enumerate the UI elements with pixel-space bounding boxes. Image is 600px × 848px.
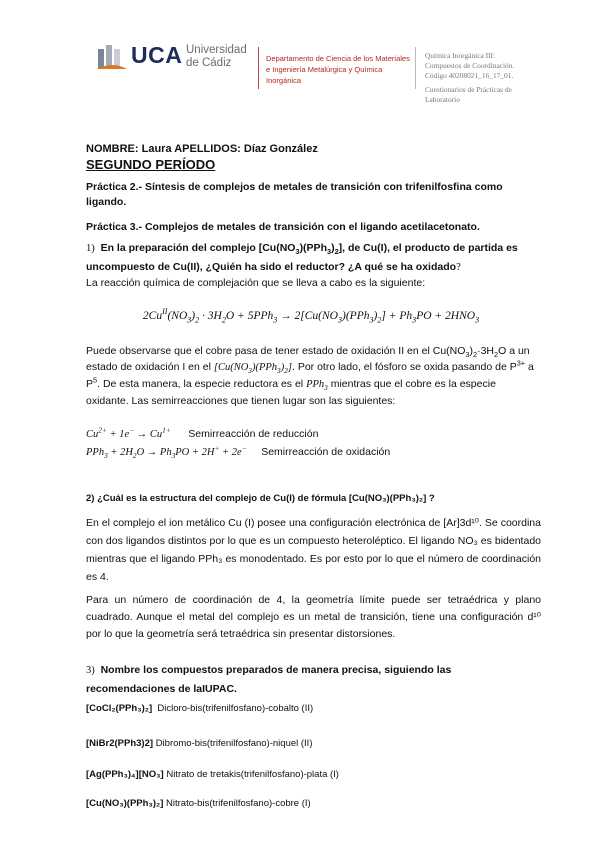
student-name: NOMBRE: Laura APELLIDOS: Díaz González [86,143,318,155]
university-name: Universidad de Cádiz [186,44,247,69]
practica-2-title: Práctica 2.- Síntesis de complejos de metales de transición con trifenilfosfina como ligando. [86,181,503,208]
practica-3-title: Práctica 3.- Complejos de metales de transición con el ligando acetilacetonato. [86,221,480,233]
department-name: Departamento de Ciencia de los Materiales e Ingeniería Metalúrgica y Química Inorgánica [266,54,410,85]
reaction-equation: $2Cu^{II}(NO_3)_2 \cdot 3H_2O + 5PPh_3 \to 2[Cu(NO_3)(PPh_3)_2] + Ph_3PO + 2HNO_3$ [142,307,480,325]
question-1: 1) En la preparación del complejo $[Cu(NO_3)(PPh_3)_2]$, de Cu(I), el producto de partida es uncompuesto de Cu(II), ¿Quién ha sido el reductor? ¿A qué se ha oxidado? [86,242,518,273]
course-subtitle: Cuestionarios de Prácticas de Laboratorio [425,85,512,104]
question-2: 2) ¿Cuál es la estructura del complejo de Cu(I) de fórmula [Cu(NO₃)(PPh₃)₂] ? [86,493,435,504]
list-item: [CoCl₂(PPh₃)₂] Dicloro-bis(trifenilfosfano)-cobalto (II) [86,703,314,714]
course-info: Química Inorgánica III: Compuestos de Coordinación. Código 40208021_16_17_01. [425,51,515,80]
list-item: [Ag(PPh₃)₄][NO₃] Nitrato de tretakis(trifenilfosfano)-plata (I) [86,769,339,780]
header-divider [258,47,259,89]
logo-text: UCA [131,42,183,68]
reaction-intro: La reacción química de complejación que se lleva a cabo es la siguiente: [86,277,426,289]
question-3: 3) Nombre los compuestos preparados de manera precisa, siguiendo las recomendaciones de laIUPAC. [86,664,452,695]
list-item: [NiBr2(PPh3)2] Dibromo-bis(trifenilfosfano)-niquel (II) [86,738,313,749]
header-divider-2 [415,47,416,89]
structure-explanation: En el complejo el ion metálico Cu (I) posee una configuración electrónica de [Ar]3d¹⁰. Se coordina con dos ligandos distintos por lo que es un compuesto heteroléptico. El ligando NO₃ es bidentado mientras que el ligando PPh₃ es monodentado. Es por esto por lo que el número de coordinación es 4. [86,517,541,583]
oxidation-half-reaction: $PPh_3 + 2H_2O \to Ph_3PO + 2H^+ + 2e^-$ Semirreacción de oxidación [86,443,391,461]
list-item: [Cu(NO₃)(PPh₃)₂] Nitrato-bis(trifenilfosfano)-cobre (I) [86,798,311,809]
university-logo-icon [97,43,127,71]
oxidation-explanation: Puede observarse que el cobre pasa de tener estado de oxidación II en el $Cu(NO_3)_2\cdot 3H_2O$ a un estado de oxidación I en el $[Cu(NO_3)(PPh_3)_2]$. Por otro lado, el fósforo se oxida pasando de $P^{3+}$ a $P^5$. De esta manera, la especie reductora es el PPh$_3$ mientras que el cobre es la especie oxidante. Las semirreacciones que tienen lugar son las siguientes: [86,345,534,407]
period-heading: SEGUNDO PERÍODO [86,157,216,172]
reduction-half-reaction: $Cu^{2+} + 1e^- \to Cu^{1+}$ Semirreacción de reducción [86,425,319,440]
geometry-explanation: Para un número de coordinación de 4, la geometría límite puede ser tetraédrica y plano cuadrado. Aunque el metal del complejo es un metal de transición, tiene una configuración d¹⁰ por lo que la geometría será tetraédrica sin presentar distorsiones. [86,594,541,640]
